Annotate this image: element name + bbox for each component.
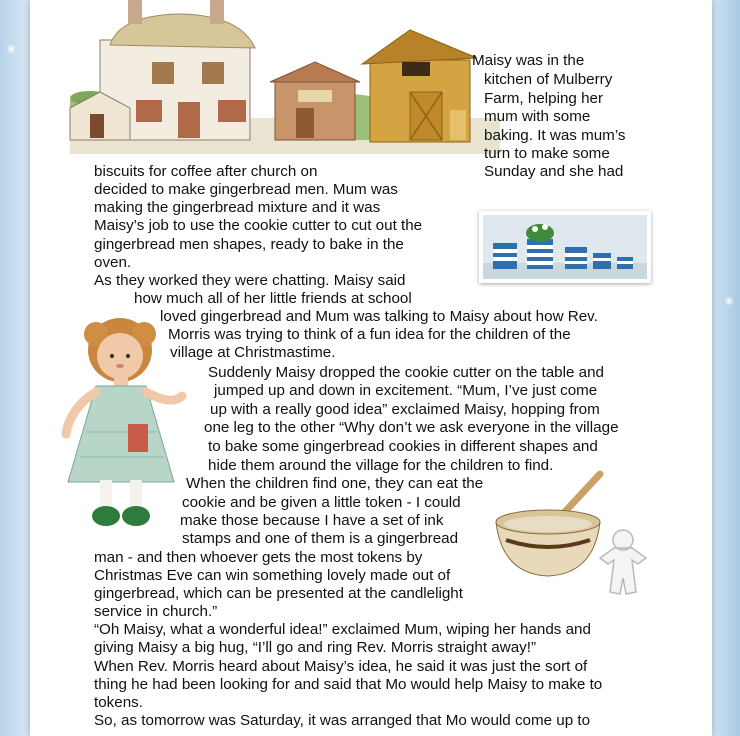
text-line: Sunday and she had [484,163,624,180]
farm-buildings-illustration [70,0,500,160]
text-line: So, as tomorrow was Saturday, it was arranged that Mo would come up to [94,712,591,729]
gingerbread-cutter-illustration [596,526,650,598]
text-line: service in church.” [94,603,218,620]
text-line: make those because I have a set of ink [180,512,444,529]
text-line: gingerbread men shapes, ready to bake in the [94,236,404,253]
light-sparkle [6,44,16,54]
text-line: “Oh Maisy, what a wonderful idea!” exclaimed Mum, wiping her hands and [94,621,591,638]
text-line: giving Maisy a big hug, “I’ll go and ring Rev. Morris straight away!” [94,639,537,656]
text-line: Maisy’s job to use the cookie cutter to cut out the [94,217,423,234]
text-line: gingerbread, which can be presented at the candlelight [94,585,463,602]
text-line: one leg to the other “Why don’t we ask everyone in the village [204,419,619,436]
text-line: to bake some gingerbread cookies in different shapes and [208,438,598,455]
text-line: loved gingerbread and Mum was talking to Maisy about how Rev. [160,308,598,325]
text-line: biscuits for coffee after church on [94,163,318,180]
text-line: tokens. [94,694,143,711]
text-line: When Rev. Morris heard about Maisy’s idea, he said it was just the sort of [94,658,588,675]
text-line: mum with some [484,108,591,125]
text-line: making the gingerbread mixture and it was [94,199,381,216]
text-line: decided to make gingerbread men. Mum was [94,181,398,198]
text-line: oven. [94,254,132,271]
light-sparkle [724,296,734,306]
text-line: Suddenly Maisy dropped the cookie cutter on the table and [208,364,604,381]
text-line: hide them around the village for the children to find. [208,457,554,474]
striped-mugs-photo [479,211,651,283]
text-line: Morris was trying to think of a fun idea for the children of the [168,326,571,343]
text-line: baking. It was mum’s [484,127,626,144]
text-line: stamps and one of them is a gingerbread [182,530,459,547]
text-line: village at Christmastime. [170,344,336,361]
text-line: thing he had been looking for and said that Mo would help Maisy to make to [94,676,603,693]
mixing-bowl-illustration [492,470,604,582]
text-line: turn to make some [484,145,610,162]
text-line: As they worked they were chatting. Maisy said [94,272,406,289]
text-line: Farm, helping her [484,90,604,107]
text-line: man - and then whoever gets the most tokens by [94,549,423,566]
text-line: how much all of her little friends at school [134,290,412,307]
text-line: kitchen of Mulberry [484,71,613,88]
story-page [30,0,712,736]
text-line: When the children find one, they can eat the [186,475,484,492]
text-line: Christmas Eve can win something lovely made out of [94,567,451,584]
text-line: cookie and be given a little token - I could [182,494,461,511]
text-line: Maisy was in the [472,52,585,69]
text-line: up with a really good idea” exclaimed Maisy, hopping from [210,401,600,418]
text-line: jumped up and down in excitement. “Mum, I’ve just come [214,382,598,399]
